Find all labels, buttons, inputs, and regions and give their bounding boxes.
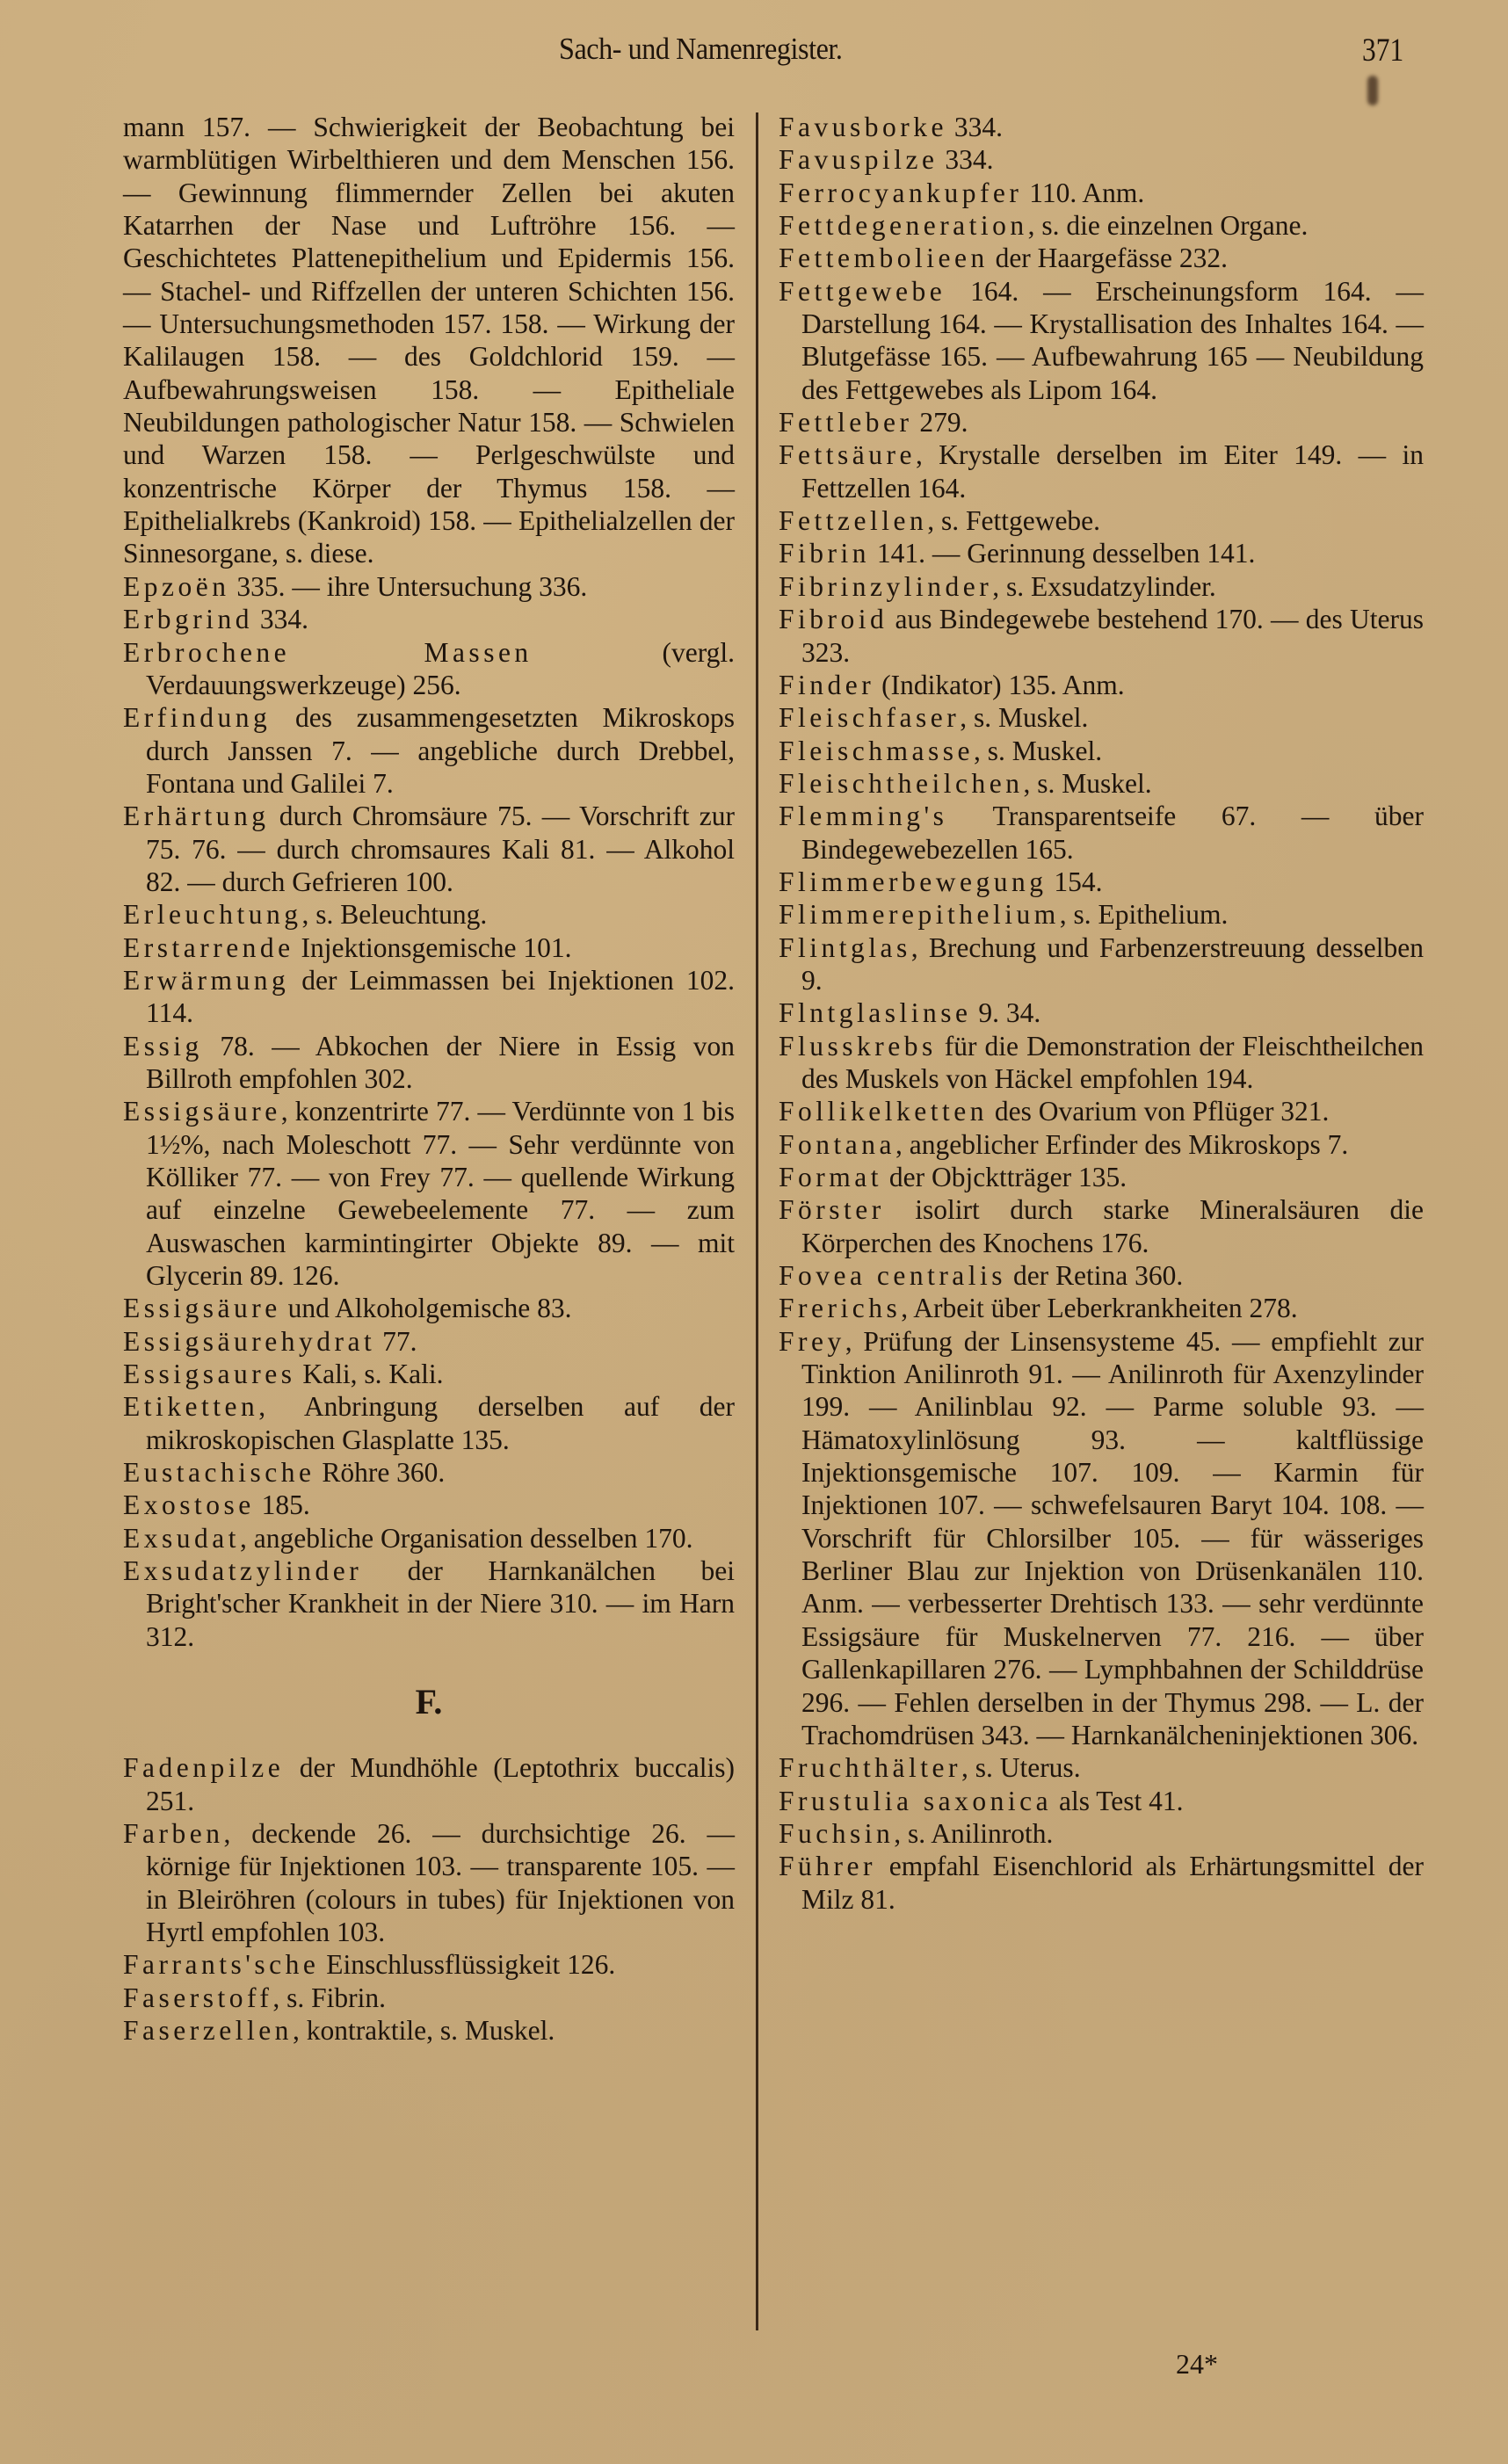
entry-keyword: Fibrin [779, 538, 871, 569]
index-entry [779, 1095, 1424, 1127]
entry-text: aus Bindegewebe bestehend 170. — des Uterus 323. [801, 604, 1424, 668]
index-entry [123, 1817, 735, 1948]
entry-keyword: Fettdegeneration [779, 210, 1028, 242]
entry-keyword: Förster [779, 1194, 885, 1226]
index-entry [123, 2014, 735, 2047]
entry-text: 77. [375, 1325, 417, 1357]
index-entry [779, 735, 1424, 767]
entry-text: empfahl Eisenchlorid als Erhärtungsmittel der Milz 81. [801, 1851, 1424, 1915]
index-entry [123, 1325, 735, 1358]
entry-text: 110. Anm. [1022, 177, 1145, 208]
entry-text: , Krystalle derselben im Eiter 149. — in Fettzellen 164. [801, 439, 1424, 504]
index-entry [779, 275, 1424, 406]
entry-keyword: Fontana [779, 1128, 895, 1160]
index-entry [779, 996, 1424, 1029]
index-entry [123, 1456, 735, 1489]
index-entry [779, 143, 1424, 176]
entry-keyword: Farben [123, 1817, 224, 1849]
entry-keyword: Exsudat [123, 1522, 240, 1554]
entry-text: isolirt durch starke Mineralsäuren die Körperchen des Knochens 176. [801, 1194, 1424, 1258]
index-entry [779, 1850, 1424, 1916]
entry-text: , s. die einzelnen Organe. [1027, 210, 1309, 242]
index-entry [779, 504, 1424, 537]
entry-keyword: Essigsäure [123, 1293, 281, 1324]
index-entry [123, 111, 735, 570]
entry-keyword: Erwärmung [123, 964, 290, 996]
index-entry [779, 701, 1424, 734]
entry-keyword: Finder [779, 669, 875, 700]
index-entry [123, 1489, 735, 1521]
section-letter-heading: F. [415, 1682, 443, 1722]
index-entry [779, 537, 1424, 569]
entry-text: der Objcktträger 135. [882, 1162, 1127, 1192]
index-entry [779, 603, 1424, 669]
entry-text: , angebliche Organisation desselben 170. [239, 1522, 693, 1554]
entry-text: 334. [946, 112, 1003, 142]
entry-text: , s. Beleuchtung. [301, 899, 488, 931]
index-entry [123, 1095, 735, 1292]
entry-keyword: Fleischmasse [779, 735, 974, 766]
entry-keyword: Essigsaures [123, 1359, 296, 1390]
entry-keyword: Erfindung [123, 702, 272, 734]
entry-text: 334. [252, 604, 308, 635]
entry-text: , kontraktile, s. Muskel. [292, 2014, 555, 2046]
page-number: 371 [1362, 33, 1404, 69]
entry-keyword: Fruchthälter [779, 1752, 961, 1784]
entry-keyword: Erstarrende [123, 931, 294, 963]
index-entry [779, 767, 1424, 800]
entry-text: , Prüfung der Linsensysteme 45. — empfiehlt zur Tinktion Anilinroth 91. — Anilinroth für Axenzylinder 199. — Anilinblau 92. — Parme soluble 93. — Hämatoxylinlösung 93. — kaltflüssige Injektionsgemische 107. 109. — Karmin für Injektionen 107. — schwefelsauren Baryt 104. 108. — Vorschrift für Chlorsilber 105. — für wässeriges Berliner Blau zur Injektion von Drüsenkanälen 110. Anm. — verbesserter Drehtisch 133. — sehr verdünnte Essigsäure für Muskelnerven 77. 216. — über Gallenkapillaren 276. — Lymphbahnen der Schilddrüse 296. — Fehlen derselben in der Thymus 298. — L. der Trachomdrüsen 343. — Harnkanälcheninjektionen 306. [801, 1325, 1424, 1750]
index-entry [779, 1751, 1424, 1784]
index-entry [123, 1751, 735, 1817]
entry-text: der Leimmassen bei Injektionen 102. 114. [146, 964, 735, 1029]
index-entry [123, 1554, 735, 1653]
index-entry [779, 209, 1424, 242]
index-entry [779, 1128, 1424, 1161]
entry-keyword: Exostose [123, 1489, 255, 1521]
index-entry [123, 1522, 735, 1554]
entry-keyword: Erbrochene Massen [123, 636, 533, 668]
entry-text: , Brechung und Farbenzerstreuung desselben 9. [801, 931, 1424, 996]
index-entry [123, 701, 735, 800]
entry-text: 9. 34. [971, 997, 1041, 1029]
entry-text: 185. [254, 1489, 310, 1521]
entry-text: der Mundhöhle (Leptothrix buccalis) 251. [146, 1752, 735, 1816]
index-entry [779, 931, 1424, 997]
ink-smudge [1367, 76, 1378, 105]
entry-text: Transparentseife 67. — über Bindegewebezellen 165. [801, 801, 1424, 865]
entry-text: als Test 41. [1052, 1785, 1184, 1816]
index-entry [123, 1982, 735, 2014]
index-entry [123, 1030, 735, 1096]
entry-text: , s. Muskel. [973, 735, 1103, 766]
index-entry [123, 964, 735, 1030]
index-entry [779, 111, 1424, 143]
entry-keyword: Frey [779, 1325, 845, 1357]
entry-keyword: Fettzellen [779, 505, 928, 537]
entry-keyword: Fettsäure [779, 439, 916, 471]
index-entry [779, 800, 1424, 866]
index-entry [123, 898, 735, 931]
entry-text: , s. Epithelium. [1059, 899, 1229, 931]
entry-text: , konzentrirte 77. — Verdünnte von 1 bis 1½%, nach Moleschott 77. — Sehr verdünnte von Kölliker 77. — von Frey 77. — quellende Wirkung auf einzelne Gewebeelemente 77. — zum Auswaschen karmintingirter Objekte 89. — mit Glycerin 89. 126. [146, 1096, 735, 1292]
index-entry [779, 669, 1424, 701]
entry-keyword: Exsudatzylinder [123, 1555, 363, 1587]
index-entry [779, 570, 1424, 603]
entry-keyword: Fettembolieen [779, 243, 989, 274]
entry-keyword: Fibrinzylinder [779, 570, 993, 602]
entry-keyword: Führer [779, 1851, 876, 1882]
entry-keyword: Essigsäure [123, 1096, 281, 1127]
entry-keyword: Fleischtheilchen [779, 767, 1024, 799]
index-entry [123, 636, 735, 702]
column-divider [756, 112, 758, 2330]
entry-keyword: Faserstoff [123, 1982, 273, 2013]
entry-keyword: Erbgrind [123, 604, 253, 635]
entry-text: , s. Muskel. [1023, 767, 1152, 799]
entry-text: 279. [912, 407, 968, 438]
entry-text: der Harnkanälchen bei Bright'scher Krankheit in der Niere 310. — im Harn 312. [146, 1555, 735, 1652]
entry-keyword: Flntglaslinse [779, 997, 972, 1029]
entry-text: , s. Fibrin. [272, 1982, 387, 2013]
index-entry [123, 931, 735, 964]
running-title: Sach- und Namenregister. [559, 32, 843, 66]
entry-keyword: Frerichs [779, 1293, 902, 1324]
right-column [779, 111, 1424, 1916]
entry-keyword: Essig [123, 1030, 203, 1062]
entry-keyword: Epzoën [123, 570, 230, 602]
entry-keyword: Flintglas [779, 931, 911, 963]
index-entry [779, 1193, 1424, 1259]
index-entry [779, 1325, 1424, 1751]
entry-text: für die Demonstration der Fleischtheilchen des Muskels von Häckel empfohlen 194. [801, 1030, 1424, 1094]
entry-text: Röhre 360. [315, 1457, 446, 1489]
index-entry [123, 800, 735, 898]
entry-keyword: Favusborke [779, 112, 947, 142]
entry-keyword: Essigsäurehydrat [123, 1325, 376, 1357]
index-entry [123, 1292, 735, 1324]
entry-keyword: Farrants'sche [123, 1949, 320, 1981]
index-entry [779, 177, 1424, 209]
index-entry [123, 603, 735, 635]
index-entry [779, 406, 1424, 438]
index-entry [779, 438, 1424, 504]
index-entry [123, 1358, 735, 1390]
index-entry [123, 1390, 735, 1456]
entry-keyword: Frustulia saxonica [779, 1785, 1053, 1816]
entry-text: 164. — Erscheinungsform 164. — Darstellung 164. — Krystallisation des Inhaltes 164. — Blutgefässe 165. — Aufbewahrung 165 — Neubildung des Fettgewebes als Lipom 164. [801, 275, 1424, 405]
entry-keyword: Fleischfaser [779, 702, 961, 734]
entry-keyword: Erhärtung [123, 801, 270, 832]
entry-text: Kali, s. Kali. [295, 1359, 444, 1390]
entry-text: mann 157. — Schwierigkeit der Beobachtung bei warmblütigen Wirbelthieren und dem Menschen 156. — Gewinnung flimmernder Zellen bei akuten Katarrhen der Nase und Luftröhre 156. — Geschichtetes Plattenepithelium und Epidermis 156. — Stachel- und Riffzellen der unteren Schichten 156. — Untersuchungsmethoden 157. 158. — Wirkung der Kalilaugen 158. — des Goldchlorid 159. — Aufbewahrungsweisen 158. — Epitheliale Neubildungen pathologischer Natur 158. — Schwielen und Warzen 158. — Perlgeschwülste und konzentrische Körper der Thymus 158. — Epithelialkrebs (Kankroid) 158. — Epithelialzellen der Sinnesorgane, s. diese. [123, 112, 735, 569]
entry-text: (vergl. Verdauungswerkzeuge) 256. [146, 636, 735, 700]
entry-text: , deckende 26. — durchsichtige 26. — körnige für Injektionen 103. — transparente 105. — in Bleiröhren (colours in tubes) für Injektionen von Hyrtl empfohlen 103. [146, 1817, 735, 1947]
index-entry [779, 898, 1424, 931]
entry-text: und Alkoholgemische 83. [280, 1293, 572, 1324]
entry-keyword: Fuchsin [779, 1817, 895, 1849]
entry-text: , s. Muskel. [960, 702, 1089, 734]
entry-text: , s. Uterus. [961, 1752, 1081, 1784]
entry-keyword: Eustachische [123, 1457, 315, 1489]
index-entry [779, 1292, 1424, 1324]
entry-keyword: Fettleber [779, 407, 913, 438]
entry-keyword: Follikelketten [779, 1096, 988, 1127]
entry-keyword: Etiketten [123, 1391, 259, 1423]
entry-text: , s. Exsudatzylinder. [992, 570, 1216, 602]
entry-text: , angeblicher Erfinder des Mikroskops 7. [895, 1128, 1349, 1160]
entry-keyword: Flimmerbewegung [779, 866, 1048, 897]
entry-text: des Ovarium von Pflüger 321. [987, 1096, 1330, 1127]
page-header [0, 32, 1508, 76]
left-column [123, 111, 735, 2047]
entry-text: der Haargefässe 232. [988, 243, 1229, 274]
entry-keyword: Favuspilze [779, 144, 939, 176]
index-entry [779, 1259, 1424, 1292]
entry-text: Injektionsgemische 101. [294, 931, 572, 963]
index-entry [779, 866, 1424, 898]
entry-text: durch Chromsäure 75. — Vorschrift zur 75. 76. — durch chromsaures Kali 81. — Alkohol 82. — durch Gefrieren 100. [146, 801, 735, 897]
entry-keyword: Flusskrebs [779, 1030, 937, 1062]
entry-keyword: Fadenpilze [123, 1752, 285, 1784]
entry-text: (Indikator) 135. Anm. [874, 669, 1125, 700]
entry-keyword: Faserzellen [123, 2014, 293, 2046]
entry-text: des zusammengesetzten Mikroskops durch Janssen 7. — angebliche durch Drebbel, Fontana und Galilei 7. [146, 702, 735, 799]
entry-keyword: Fettgewebe [779, 275, 946, 307]
entry-text: , s. Fettgewebe. [927, 505, 1101, 537]
index-entry [779, 1785, 1424, 1817]
index-entry [779, 242, 1424, 274]
entry-text: Einschlussflüssigkeit 126. [319, 1949, 616, 1981]
entry-keyword: Erleuchtung [123, 899, 302, 931]
entry-text: , s. Anilinroth. [894, 1817, 1054, 1849]
index-entry [779, 1030, 1424, 1096]
entry-keyword: Flimmerepithelium [779, 899, 1060, 931]
entry-text: , Anbringung derselben auf der mikroskopischen Glasplatte 135. [146, 1391, 735, 1455]
index-entry [123, 570, 735, 603]
index-entry [123, 1948, 735, 1981]
entry-keyword: Fovea centralis [779, 1260, 1007, 1292]
index-entry [779, 1161, 1424, 1193]
index-entry [779, 1817, 1424, 1850]
entry-text: , Arbeit über Leberkrankheiten 278. [901, 1293, 1298, 1324]
entry-text: der Retina 360. [1006, 1260, 1184, 1292]
signature-mark: 24* [1176, 2348, 1218, 2380]
entry-text: 335. — ihre Untersuchung 336. [229, 570, 588, 602]
entry-text: 334. [938, 144, 994, 176]
entry-text: 78. — Abkochen der Niere in Essig von Billroth empfohlen 302. [146, 1030, 735, 1094]
entry-keyword: Format [779, 1162, 882, 1192]
entry-keyword: Fibroid [779, 604, 888, 635]
entry-text: 154. [1047, 866, 1103, 897]
entry-keyword: Ferrocyankupfer [779, 177, 1023, 208]
entry-text: 141. — Gerinnung desselben 141. [870, 538, 1256, 569]
entry-keyword: Flemming's [779, 801, 948, 832]
